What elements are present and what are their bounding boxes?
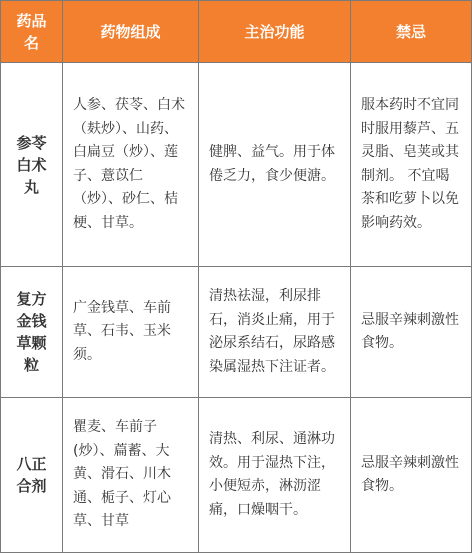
medicine-name: 参苓白术丸 xyxy=(1,63,63,267)
contraindication-cell: 忌服辛辣刺激性食物。 xyxy=(351,267,472,398)
header-row xyxy=(1,1,472,63)
indication-cell: 健脾、益气。用于体倦乏力，食少便溏。 xyxy=(199,63,351,267)
header-name: 药品名 xyxy=(1,1,63,63)
header-composition: 药物组成 xyxy=(63,1,199,63)
indication-cell: 清热、利尿、通淋功效。用于湿热下注，小便短赤，淋沥涩痛，口燥咽干。 xyxy=(199,398,351,553)
composition-cell: 瞿麦、车前子(炒）、萹蓄、大黄、滑石、川木通、栀子、灯心草、甘草 xyxy=(63,398,199,553)
header-contraindication: 禁忌 xyxy=(351,1,472,63)
table-row xyxy=(1,267,472,398)
medicine-name: 八正合剂 xyxy=(1,398,63,553)
composition-cell: 人参、茯苓、白术（麸炒）、山药、白扁豆（炒）、莲子、薏苡仁（炒）、砂仁、桔梗、甘草。 xyxy=(63,63,199,267)
indication-cell: 清热祛湿，利尿排石，消炎止痛，用于泌尿系结石，尿路感染属湿热下注证者。 xyxy=(199,267,351,398)
contraindication-cell: 忌服辛辣刺激性食物。 xyxy=(351,398,472,553)
medicine-name: 复方金钱草颗粒 xyxy=(1,267,63,398)
table-row xyxy=(1,398,472,553)
composition-cell: 广金钱草、车前草、石韦、玉米须。 xyxy=(63,267,199,398)
table-row xyxy=(1,63,472,267)
contraindication-cell: 服本药时不宜同时服用藜芦、五灵脂、皂荚或其制剂。 不宜喝茶和吃萝卜以免影响药效。 xyxy=(351,63,472,267)
header-indication: 主治功能 xyxy=(199,1,351,63)
